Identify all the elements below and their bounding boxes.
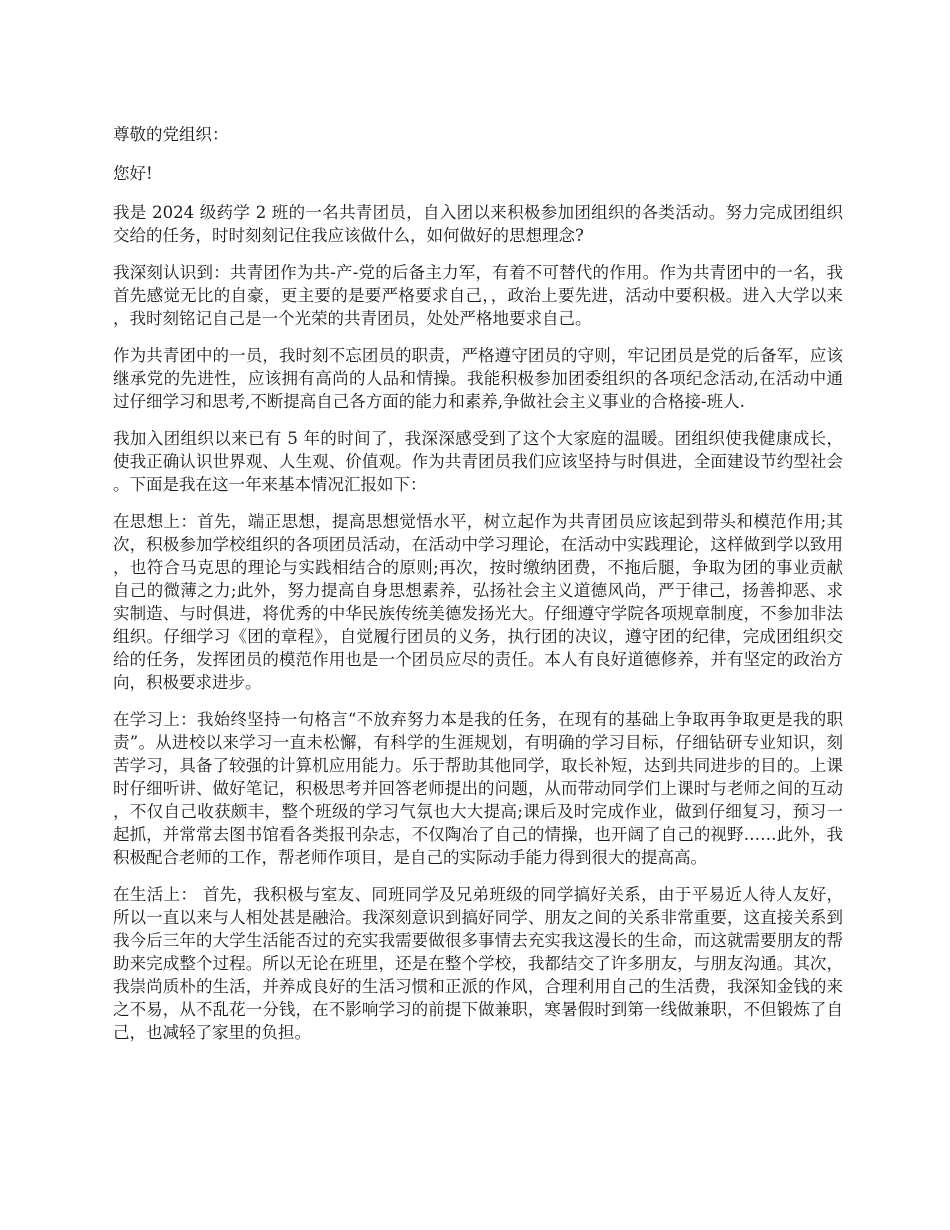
paragraph-life: 在生活上： 首先，我积极与室友、同班同学及兄弟班级的同学搞好关系，由于平易近人待人友好，所以一直以来与人相处甚是融洽。我深刻意识到搞好同学、朋友之间的关系非常重要，这直接关系到我今后三年的大学生活能否过的充实我需要做很多事情去充实我这漫长的生命，而这就需要朋友的帮助来完成整个过程。所以无论在班里，还是在整个学校，我都结交了许多朋友，与朋友沟通。其次，我崇尚质朴的生活，并养成良好的生活习惯和正派的作风，合理利用自己的生活费，我深知金钱的来之不易，从不乱花一分钱，在不影响学习的前提下做兼职，寒暑假时到第一线做兼职，不但锻炼了自己，也减轻了家里的负担。 bbox=[113, 885, 843, 1042]
paragraph-understanding: 我深刻认识到：共青团作为共-产-党的后备主力军，有着不可替代的作用。作为共青团中的一名，我首先感觉无比的自豪，更主要的是要严格要求自己，，政治上要先进，活动中要积极。进入大学以来，我时刻铭记自己是一个光荣的共青团员，处处严格地要求自己。 bbox=[113, 263, 843, 328]
document-body bbox=[113, 123, 843, 1058]
paragraph-duty: 作为共青团中的一员，我时刻不忘团员的职责，严格遵守团员的守则，牢记团员是党的后备军，应该继承党的先进性，应该拥有高尚的人品和情操。我能积极参加团委组织的各项纪念活动,在活动中通过仔细学习和思考,不断提高自己各方面的能力和素养,争做社会主义事业的合格接-班人. bbox=[113, 346, 843, 411]
paragraph-study: 在学习上：我始终坚持一句格言“不放弃努力本是我的任务，在现有的基础上争取再争取更是我的职责”。从进校以来学习一直未松懈，有科学的生涯规划，有明确的学习目标，仔细钻研专业知识，刻苦学习，具备了较强的计算机应用能力。乐于帮助其他同学，取长补短，达到共同进步的目的。上课时仔细听讲、做好笔记，积极思考并回答老师提出的问题，从而带动同学们上课时与老师之间的互动，不仅自己收获颇丰，整个班级的学习气氛也大大提高;课后及时完成作业，做到仔细复习，预习一起抓，并常常去图书馆看各类报刊杂志，不仅陶冶了自己的情操，也开阔了自己的视野……此外，我积极配合老师的工作，帮老师作项目，是自己的实际动手能力得到很大的提高高。 bbox=[113, 710, 843, 867]
paragraph-thought: 在思想上：首先，端正思想，提高思想觉悟水平，树立起作为共青团员应该起到带头和模范作用;其次，积极参加学校组织的各项团员活动，在活动中学习理论，在活动中实践理论，这样做到学以致用，也符合马克思的理论与实践相结合的原则;再次，按时缴纳团费，不拖后腿，争取为团的事业贡献自己的微薄之力;此外，努力提高自身思想素养，弘扬社会主义道德风尚，严于律己，扬善抑恶、求实制造、与时俱进，将优秀的中华民族传统美德发扬光大。仔细遵守学院各项规章制度，不参加非法组织。仔细学习《团的章程》，自觉履行团员的义务，执行团的决议，遵守团的纪律，完成团组织交给的任务，发挥团员的模范作用也是一个团员应尽的责任。本人有良好道德修养，并有坚定的政治方向，积极要求进步。 bbox=[113, 512, 843, 692]
greeting: 您好! bbox=[113, 164, 153, 183]
paragraph-intro: 我是 2024 级药学 2 班的一名共青团员，自入团以来积极参加团组织的各类活动。努力完成团组织交给的任务，时时刻刻记住我应该做什么，如何做好的思想理念? bbox=[113, 203, 843, 245]
paragraph-membership: 我加入团组织以来已有 5 年的时间了，我深深感受到了这个大家庭的温暖。团组织使我健康成长，使我正确认识世界观、人生观、价值观。作为共青团员我们应该坚持与时俱进，全面建设节约型社会。下面是我在这一年来基本情况汇报如下： bbox=[113, 429, 843, 494]
salutation: 尊敬的党组织： bbox=[113, 125, 229, 144]
